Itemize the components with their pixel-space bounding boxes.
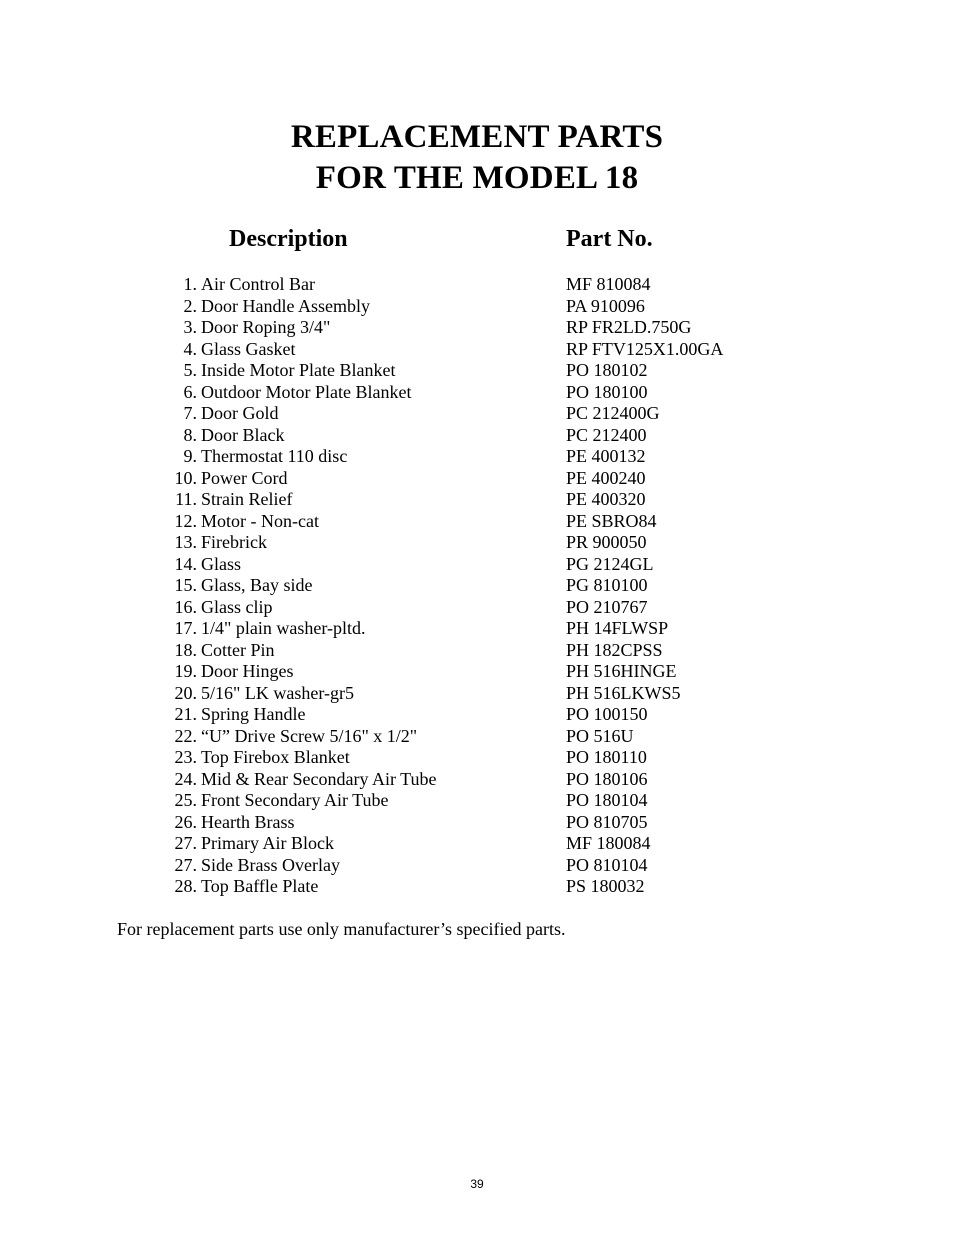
item-part-number: PC 212400 (566, 424, 647, 445)
item-description: Glass Gasket (201, 338, 296, 359)
list-item (0, 833, 954, 855)
list-item (0, 661, 954, 683)
list-item (0, 747, 954, 769)
item-number: 2. (183, 295, 197, 316)
item-number: 10. (174, 467, 197, 488)
item-description: Mid & Rear Secondary Air Tube (201, 768, 437, 789)
list-item (0, 812, 954, 834)
item-number: 19. (174, 661, 197, 681)
item-number: 1. (183, 274, 197, 294)
list-item (0, 575, 954, 597)
item-description: 1/4" plain washer-pltd. (201, 618, 366, 638)
item-number: 7. (183, 403, 197, 423)
item-part-number: PO 180110 (566, 747, 647, 767)
item-number: 17. (174, 618, 197, 638)
item-description: Door Roping 3/4" (201, 317, 331, 337)
list-item (0, 618, 954, 640)
page-title-line-2: FOR THE MODEL 18 (315, 160, 639, 196)
item-description: Front Secondary Air Tube (201, 790, 389, 810)
item-number: 28. (174, 876, 197, 896)
list-item (0, 425, 954, 447)
item-description: Top Baffle Plate (201, 876, 319, 896)
item-part-number: RP FR2LD.750G (566, 317, 692, 337)
list-item (0, 855, 954, 877)
item-part-number: PO 100150 (566, 704, 648, 724)
item-number: 18. (174, 639, 197, 660)
item-description: Glass, Bay side (201, 575, 313, 595)
item-part-number: PG 2124GL (566, 553, 654, 574)
list-item (0, 704, 954, 726)
list-item (0, 640, 954, 662)
list-item (0, 683, 954, 705)
item-number: 25. (174, 790, 197, 810)
item-number: 15. (174, 575, 197, 595)
list-item (0, 296, 954, 318)
item-part-number: PG 810100 (566, 575, 648, 595)
item-description: Air Control Bar (201, 274, 315, 294)
item-part-number: PH 182CPSS (566, 639, 663, 660)
item-part-number: PA 910096 (566, 295, 645, 316)
item-description: Cotter Pin (201, 639, 275, 660)
item-part-number: PO 810705 (566, 811, 648, 832)
list-item (0, 360, 954, 382)
item-number: 27. (174, 833, 197, 853)
item-part-number: PO 210767 (566, 596, 648, 617)
item-description: Door Handle Assembly (201, 295, 370, 316)
list-item (0, 403, 954, 425)
item-number: 21. (174, 704, 197, 724)
item-part-number: PE 400132 (566, 446, 646, 466)
item-part-number: PE 400320 (566, 489, 646, 509)
item-part-number: PO 180106 (566, 768, 648, 789)
list-item (0, 446, 954, 468)
item-number: 16. (174, 596, 197, 617)
list-item (0, 876, 954, 898)
item-part-number: PO 180104 (566, 790, 648, 810)
item-number: 22. (174, 725, 197, 746)
item-number: 27. (174, 854, 197, 875)
footnote: For replacement parts use only manufacturer’s specified parts. (117, 919, 566, 939)
list-item (0, 769, 954, 791)
item-description: Glass clip (201, 596, 273, 617)
list-item (0, 554, 954, 576)
item-number: 12. (174, 510, 197, 531)
item-number: 4. (183, 338, 197, 359)
list-item (0, 597, 954, 619)
item-description: Power Cord (201, 467, 288, 488)
list-item (0, 726, 954, 748)
item-part-number: PH 516LKWS5 (566, 682, 681, 703)
list-item (0, 339, 954, 361)
list-item (0, 317, 954, 339)
item-description: Side Brass Overlay (201, 854, 340, 875)
item-part-number: MF 180084 (566, 833, 651, 853)
item-number: 3. (183, 317, 197, 337)
item-number: 5. (183, 360, 197, 380)
item-description: Thermostat 110 disc (201, 446, 348, 466)
item-part-number: PH 516HINGE (566, 661, 677, 681)
parts-list (0, 274, 954, 898)
list-item (0, 790, 954, 812)
item-part-number: PO 180100 (566, 381, 648, 402)
item-number: 9. (183, 446, 197, 466)
list-item (0, 382, 954, 404)
item-part-number: PS 180032 (566, 876, 645, 896)
item-part-number: MF 810084 (566, 274, 651, 294)
list-item (0, 468, 954, 490)
part-no-column-header: Part No. (566, 226, 653, 252)
item-description: Motor - Non-cat (201, 510, 319, 531)
item-number: 11. (175, 489, 197, 509)
item-description: “U” Drive Screw 5/16" x 1/2" (201, 725, 418, 746)
page-number: 39 (470, 1177, 484, 1191)
item-part-number: PH 14FLWSP (566, 618, 669, 638)
item-part-number: PO 516U (566, 725, 634, 746)
item-description: Outdoor Motor Plate Blanket (201, 381, 412, 402)
item-part-number: PC 212400G (566, 403, 660, 423)
item-part-number: PE SBRO84 (566, 510, 657, 531)
item-number: 8. (183, 424, 197, 445)
list-item (0, 274, 954, 296)
item-description: Strain Relief (201, 489, 293, 509)
item-part-number: RP FTV125X1.00GA (566, 338, 724, 359)
item-part-number: PR 900050 (566, 532, 647, 552)
description-column-header: Description (229, 226, 348, 252)
item-number: 23. (174, 747, 197, 767)
item-part-number: PE 400240 (566, 467, 646, 488)
item-description: 5/16" LK washer-gr5 (201, 682, 354, 703)
item-number: 24. (174, 768, 197, 789)
item-number: 6. (183, 381, 197, 402)
item-part-number: PO 180102 (566, 360, 648, 380)
item-description: Inside Motor Plate Blanket (201, 360, 396, 380)
list-item (0, 489, 954, 511)
item-description: Firebrick (201, 532, 267, 552)
item-description: Door Hinges (201, 661, 294, 681)
item-description: Spring Handle (201, 704, 306, 724)
item-part-number: PO 810104 (566, 854, 648, 875)
item-number: 20. (174, 682, 197, 703)
item-number: 26. (174, 811, 197, 832)
list-item (0, 511, 954, 533)
list-item (0, 532, 954, 554)
item-description: Top Firebox Blanket (201, 747, 350, 767)
item-description: Door Black (201, 424, 285, 445)
page-title-line-1: REPLACEMENT PARTS (290, 119, 664, 155)
item-description: Primary Air Block (201, 833, 334, 853)
item-number: 14. (174, 553, 197, 574)
item-description: Glass (201, 553, 241, 574)
item-description: Door Gold (201, 403, 279, 423)
item-description: Hearth Brass (201, 811, 295, 832)
item-number: 13. (174, 532, 197, 552)
